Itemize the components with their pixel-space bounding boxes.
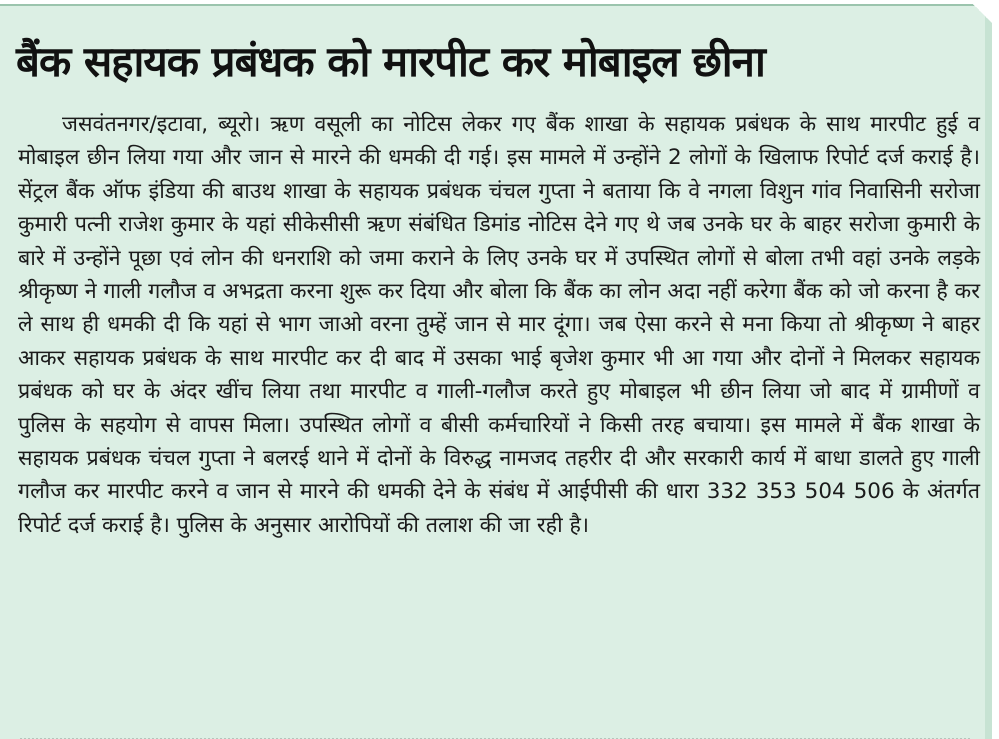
page-corner <box>969 0 999 30</box>
article-panel <box>0 4 992 739</box>
article-body: जसवंतनगर/इटावा, ब्यूरो। ऋण वसूली का नोटिस लेकर गए बैंक शाखा के सहायक प्रबंधक के साथ मारपीट हुई व मोबाइल छीन लिया गया और जान से मारने की धमकी दी गई। इस मामले में उन्होंने 2 लोगों के खिलाफ रिपोर्ट दर्ज कराई है। सेंट्रल बैंक ऑफ इंडिया की बाउथ शाखा के सहायक प्रबंधक चंचल गुप्ता ने बताया कि वे नगला विशुन गांव निवासिनी सरोजा कुमारी पत्नी राजेश कुमार के यहां सीकेसीसी ऋण संबंधित डिमांड नोटिस देने गए थे जब उनके घर के बाहर सरोजा कुमारी के बारे में उन्होंने पूछा एवं लोन की धनराशि को जमा कराने के लिए उनके घर में उपस्थित लोगों से बोला तभी वहां उनके लड़के श्रीकृष्ण ने गाली गलौज व अभद्रता करना शुरू कर दिया और बोला कि बैंक का लोन अदा नहीं करेगा बैंक को जो करना है कर ले साथ ही धमकी दी कि यहां से भाग जाओ वरना तुम्हें जान से मार दूंगा। जब ऐसा करने से मना किया तो श्रीकृष्ण ने बाहर आकर सहायक प्रबंधक के साथ मारपीट कर दी बाद में उसका भाई बृजेश कुमार भी आ गया और दोनों ने मिलकर सहायक प्रबंधक को घर के अंदर खींच लिया तथा मारपीट व गाली-गलौज करते हुए मोबाइल भी छीन लिया जो बाद में ग्रामीणों व पुलिस के सहयोग से वापस मिला। उपस्थित लोगों व बीसी कर्मचारियों ने किसी तरह बचाया। इस मामले में बैंक शाखा के सहायक प्रबंधक चंचल गुप्ता ने बलरई थाने में दोनों के विरुद्ध नामजद तहरीर दी और सरकारी कार्य में बाधा डालते हुए गाली गलौज कर मारपीट करने व जान से मारने की धमकी देने के संबंध में आईपीसी की धारा 332 353 504 506 के अंतर्गत रिपोर्ट दर्ज कराई है। पुलिस के अनुसार आरोपियों की तलाश की जा रही है। <box>18 112 980 538</box>
article-headline: बैंक सहायक प्रबंधक को मारपीट कर मोबाइल छीना <box>16 37 765 86</box>
